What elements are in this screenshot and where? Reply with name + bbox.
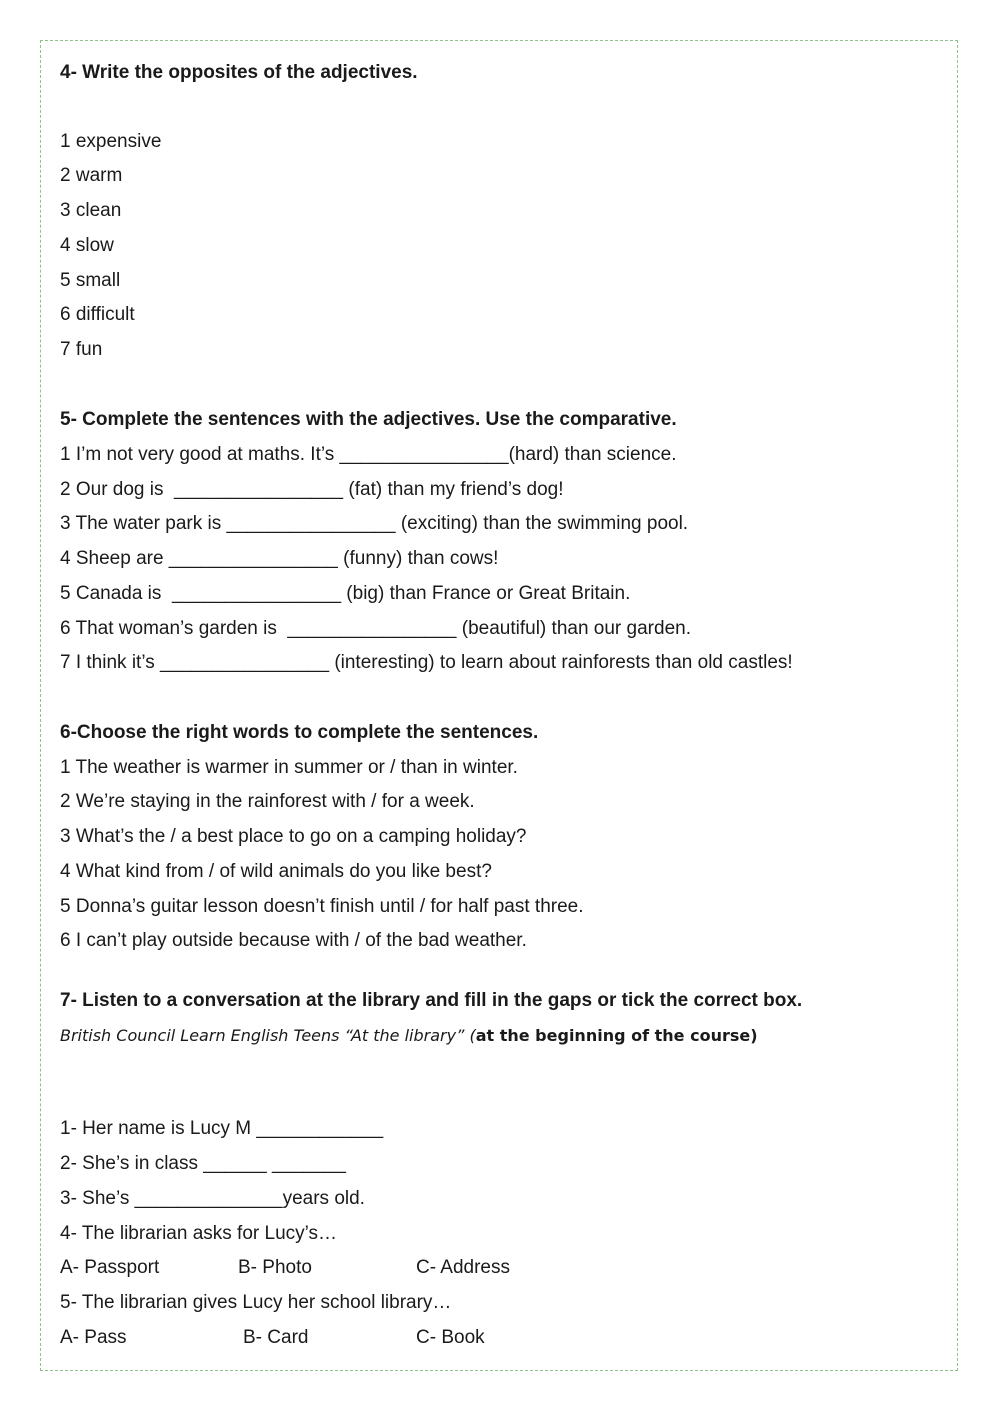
section-4-item-1: 1 expensive (60, 131, 162, 152)
section-4-item-5: 5 small (60, 270, 121, 291)
section-6-item-5: 5 Donna’s guitar lesson doesn’t finish until / for half past three. (60, 896, 584, 917)
source-credit-italic: British Council Learn English Teens “At the library” ( (60, 1026, 476, 1045)
section-7-item-3: 3- She’s ______________years old. (60, 1188, 365, 1209)
q5-option-a[interactable]: A- Pass (60, 1327, 127, 1348)
section-6-title: 6-Choose the right words to complete the sentences. (60, 722, 539, 743)
section-5-item-2: 2 Our dog is ________________ (fat) than my friend’s dog! (60, 479, 564, 500)
section-7-title: 7- Listen to a conversation at the library and fill in the gaps or tick the correct box. (60, 990, 803, 1011)
section-7-item-4: 4- The librarian asks for Lucy’s… (60, 1223, 338, 1244)
section-5-item-3: 3 The water park is ________________ (exciting) than the swimming pool. (60, 513, 689, 534)
section-6-item-6: 6 I can’t play outside because with / of the bad weather. (60, 930, 527, 951)
section-6-item-4: 4 What kind from / of wild animals do you like best? (60, 861, 492, 882)
section-5-title: 5- Complete the sentences with the adjectives. Use the comparative. (60, 409, 677, 430)
source-credit (60, 1024, 758, 1048)
section-7-item-5: 5- The librarian gives Lucy her school library… (60, 1292, 452, 1313)
section-7-item-2: 2- She’s in class ______ _______ (60, 1153, 346, 1174)
section-6-item-3: 3 What’s the / a best place to go on a camping holiday? (60, 826, 527, 847)
section-4-item-7: 7 fun (60, 339, 103, 360)
source-credit-bold: at the beginning of the course) (475, 1026, 758, 1045)
section-5-item-6: 6 That woman’s garden is ________________ (beautiful) than our garden. (60, 618, 691, 639)
q4-option-a[interactable]: A- Passport (60, 1257, 160, 1278)
section-4-item-3: 3 clean (60, 200, 122, 221)
section-4-title: 4- Write the opposites of the adjectives. (60, 62, 418, 83)
section-6-item-2: 2 We’re staying in the rainforest with / for a week. (60, 791, 475, 812)
section-5-item-7: 7 I think it’s ________________ (interesting) to learn about rainforests than old castles! (60, 652, 793, 673)
q5-option-b[interactable]: B- Card (243, 1327, 309, 1348)
section-5-item-5: 5 Canada is ________________ (big) than France or Great Britain. (60, 583, 631, 604)
q4-option-b[interactable]: B- Photo (238, 1257, 312, 1278)
section-4-item-4: 4 slow (60, 235, 114, 256)
section-5-item-1: 1 I’m not very good at maths. It’s ________________(hard) than science. (60, 444, 677, 465)
section-4-item-6: 6 difficult (60, 304, 135, 325)
q4-option-c[interactable]: C- Address (416, 1257, 510, 1278)
section-7-item-1: 1- Her name is Lucy M ____________ (60, 1118, 384, 1139)
section-6-item-1: 1 The weather is warmer in summer or / than in winter. (60, 757, 518, 778)
q5-option-c[interactable]: C- Book (416, 1327, 485, 1348)
section-5-item-4: 4 Sheep are ________________ (funny) than cows! (60, 548, 499, 569)
section-4-item-2: 2 warm (60, 165, 123, 186)
